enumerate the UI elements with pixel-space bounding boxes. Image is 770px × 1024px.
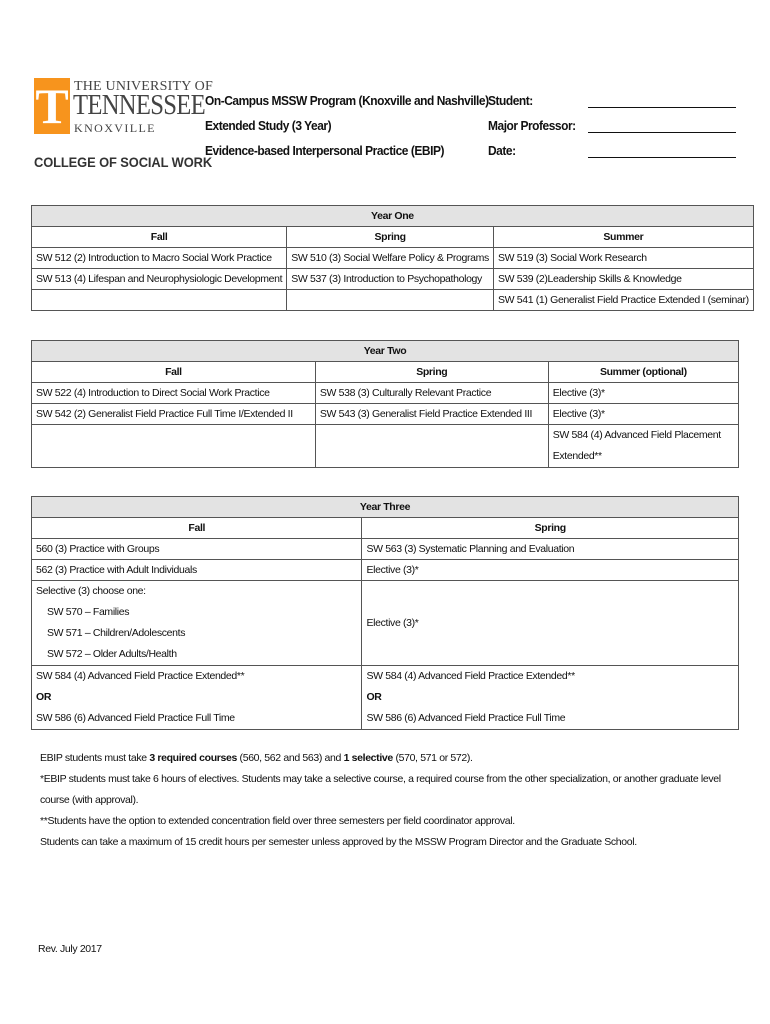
table-row (32, 290, 754, 311)
field-practice-cell (362, 666, 739, 730)
selective-heading: Selective (3) choose one: (36, 585, 146, 597)
selective-option-572: SW 572 – Older Adults/Health (47, 648, 177, 660)
note-text: (570, 571 or 572). (392, 752, 473, 764)
logo-line-college: COLLEGE OF SOCIAL WORK (34, 154, 213, 170)
note-requirements (40, 748, 730, 769)
year-one-title: Year One (32, 206, 754, 227)
university-logo (34, 78, 213, 174)
course-cell: SW 584 (4) Advanced Field Placement Extended** (548, 425, 738, 468)
course-cell: SW 538 (3) Culturally Relevant Practice (315, 383, 548, 404)
note-extended-field: **Students have the option to extended concentration field over three semesters per field coordinator approval. (40, 815, 515, 827)
course-cell: SW 537 (3) Introduction to Psychopathology (287, 269, 494, 290)
course-cell (315, 425, 548, 468)
course-cell: Elective (3)* (362, 581, 739, 666)
note-bold: 1 selective (343, 752, 393, 764)
date-line (588, 157, 736, 158)
course-cell (287, 290, 494, 311)
year-one-fall-header: Fall (32, 227, 287, 248)
field-practice-full-time: SW 586 (6) Advanced Field Practice Full Time (366, 712, 566, 724)
year-two-table (31, 340, 739, 468)
course-cell: SW 542 (2) Generalist Field Practice Full Time I/Extended II (32, 404, 316, 425)
student-info-fields (488, 88, 736, 163)
course-cell: Elective (3)* (548, 404, 738, 425)
course-cell: SW 510 (3) Social Welfare Policy & Programs (287, 248, 494, 269)
table-row (32, 425, 739, 468)
course-cell: SW 522 (4) Introduction to Direct Social Work Practice (32, 383, 316, 404)
major-professor-label: Major Professor: (488, 118, 576, 133)
course-cell: 562 (3) Practice with Adult Individuals (32, 560, 362, 581)
major-professor-line (588, 132, 736, 133)
note-bold: 3 required courses (149, 752, 237, 764)
date-field[interactable] (488, 138, 736, 163)
table-row (32, 269, 754, 290)
course-cell: SW 539 (2)Leadership Skills & Knowledge (493, 269, 753, 290)
course-cell: SW 512 (2) Introduction to Macro Social Work Practice (32, 248, 287, 269)
table-row (32, 539, 739, 560)
course-cell: SW 519 (3) Social Work Research (493, 248, 753, 269)
field-practice-cell (32, 666, 362, 730)
date-label: Date: (488, 143, 516, 158)
year-three-table (31, 496, 739, 730)
selective-cell (32, 581, 362, 666)
year-one-spring-header: Spring (287, 227, 494, 248)
note-text: EBIP students must take (40, 752, 150, 764)
course-cell: Elective (3)* (362, 560, 739, 581)
year-two-summer-header: Summer (optional) (548, 362, 738, 383)
year-three-spring-header: Spring (362, 518, 739, 539)
logo-line-knoxville: KNOXVILLE (74, 121, 156, 135)
program-notes (40, 748, 730, 853)
table-row (32, 666, 739, 730)
or-label: OR (36, 691, 52, 703)
course-cell: SW 513 (4) Lifespan and Neurophysiologic Development (32, 269, 287, 290)
course-cell: SW 543 (3) Generalist Field Practice Extended III (315, 404, 548, 425)
program-title-line3: Evidence-based Interpersonal Practice (EBIP) (205, 143, 444, 158)
major-professor-field[interactable] (488, 113, 736, 138)
note-max-credits: Students can take a maximum of 15 credit hours per semester unless approved by the MSSW Program Director and the Graduate School. (40, 836, 637, 848)
course-cell: SW 563 (3) Systematic Planning and Evaluation (362, 539, 739, 560)
student-field[interactable] (488, 88, 736, 113)
field-practice-full-time: SW 586 (6) Advanced Field Practice Full Time (36, 712, 235, 724)
field-practice-extended: SW 584 (4) Advanced Field Practice Extended** (366, 670, 575, 682)
table-row (32, 248, 754, 269)
table-row (32, 581, 739, 666)
course-cell: 560 (3) Practice with Groups (32, 539, 362, 560)
course-cell: SW 541 (1) Generalist Field Practice Extended I (seminar) (493, 290, 753, 311)
selective-option-570: SW 570 – Families (47, 606, 130, 618)
student-line (588, 107, 736, 108)
year-two-spring-header: Spring (315, 362, 548, 383)
year-three-title: Year Three (32, 497, 739, 518)
program-title-line1: On-Campus MSSW Program (Knoxville and Nashville) (205, 93, 489, 108)
table-row (32, 383, 739, 404)
note-electives: *EBIP students must take 6 hours of electives. Students may take a selective course, a required course from the other specialization, or another graduate level course (with approval). (40, 773, 721, 806)
table-row (32, 560, 739, 581)
student-label: Student: (488, 93, 533, 108)
selective-option-571: SW 571 – Children/Adolescents (47, 627, 186, 639)
power-t-icon: T (35, 78, 69, 134)
logo-line-tennessee: TENNESSEE (73, 90, 205, 121)
course-cell (32, 425, 316, 468)
year-one-summer-header: Summer (493, 227, 753, 248)
year-one-table (31, 205, 754, 311)
or-label: OR (366, 691, 382, 703)
year-three-fall-header: Fall (32, 518, 362, 539)
course-cell (32, 290, 287, 311)
year-two-fall-header: Fall (32, 362, 316, 383)
table-row (32, 404, 739, 425)
year-two-title: Year Two (32, 341, 739, 362)
program-title-line2: Extended Study (3 Year) (205, 118, 332, 133)
logo-line-university: THE UNIVERSITY OF (74, 79, 213, 94)
revision-date: Rev. July 2017 (38, 943, 102, 955)
note-text: (560, 562 and 563) and (236, 752, 344, 764)
course-cell: Elective (3)* (548, 383, 738, 404)
program-title (205, 88, 489, 163)
field-practice-extended: SW 584 (4) Advanced Field Practice Extended** (36, 670, 245, 682)
